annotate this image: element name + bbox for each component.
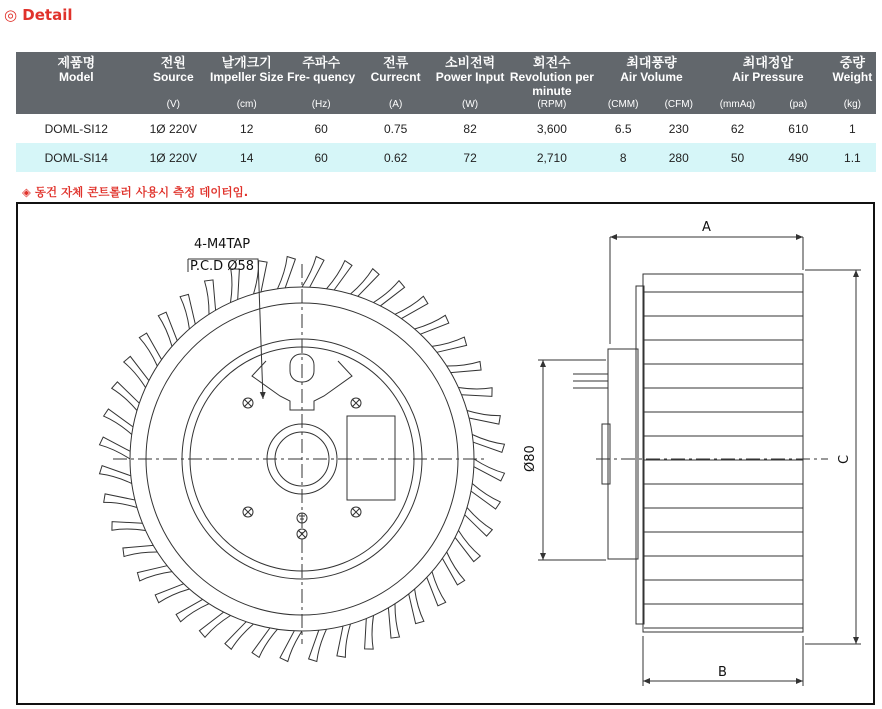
header-source: 전원 Source xyxy=(137,52,210,98)
impeller-blade xyxy=(280,631,302,662)
spec-table xyxy=(16,52,876,172)
unit-row: (V) (cm) (Hz) (A) (W) (RPM) (CMM) (CFM) (mmAq) (pa) (kg) xyxy=(16,98,876,114)
impeller-fins xyxy=(644,292,803,628)
dim-a-label: A xyxy=(702,220,711,235)
impeller-blade xyxy=(374,281,405,306)
impeller-blade xyxy=(180,294,195,329)
header-weight: 중량 Weight xyxy=(829,52,876,98)
impeller-blade xyxy=(104,409,133,435)
dim-d80-label: Ø80 xyxy=(523,445,538,472)
impeller-blade xyxy=(205,280,216,314)
impeller-blade xyxy=(472,435,504,453)
tap-label: 4-M4TAP xyxy=(194,237,251,252)
impeller-blade xyxy=(112,522,146,531)
impeller-blade xyxy=(365,616,374,650)
dim-c-label: C xyxy=(837,454,852,464)
impeller-blade xyxy=(137,566,172,581)
impeller-blade xyxy=(388,604,399,638)
dim-b-label: B xyxy=(718,665,727,680)
impeller-blade xyxy=(327,261,353,290)
front-view xyxy=(100,257,505,662)
impeller-blade xyxy=(199,612,230,637)
impeller-blade xyxy=(100,466,132,484)
section-heading: ◎ Detail xyxy=(4,6,73,24)
table-row: DOML-SI14 1Ø 220V 14 60 0.62 72 2,710 8 280 50 490 1.1 xyxy=(16,143,876,172)
header-model: 제품명 Model xyxy=(16,52,137,98)
impeller-blade xyxy=(158,312,177,346)
impeller-blade xyxy=(225,622,254,650)
impeller-blade xyxy=(302,257,324,288)
impeller-blade xyxy=(447,362,481,373)
impeller-blade xyxy=(442,552,464,585)
impeller-blade xyxy=(254,261,268,294)
header-air-pressure: 최대정압 Air Pressure xyxy=(707,52,829,98)
header-air-volume: 최대풍량 Air Volume xyxy=(596,52,707,98)
header-current: 전류 Currecnt xyxy=(359,52,432,98)
impeller-blade xyxy=(176,599,209,621)
impeller-blade xyxy=(278,257,296,289)
impeller-blade xyxy=(465,508,493,537)
tap-leader xyxy=(188,259,263,399)
impeller-blade xyxy=(427,572,446,606)
impeller-side-body xyxy=(643,274,803,632)
impeller-blade xyxy=(252,628,278,657)
impeller-blade xyxy=(112,382,140,411)
lead-wires xyxy=(573,374,608,388)
impeller-blade xyxy=(100,437,131,459)
impeller-blade xyxy=(459,388,493,397)
impeller-blade xyxy=(104,494,137,508)
control-box xyxy=(347,416,395,500)
impeller-blade xyxy=(123,545,157,556)
impeller-blade xyxy=(455,531,480,562)
measurement-note: ◈ 동건 자체 콘트롤러 사용시 측정 데이터임. xyxy=(22,185,249,199)
fan-drawing-svg xyxy=(18,204,873,703)
impeller-blade xyxy=(471,484,500,510)
impeller-blade xyxy=(124,356,149,387)
impeller-blade xyxy=(139,333,161,366)
impeller-blade xyxy=(415,315,449,334)
header-impeller: 날개크기 Impeller Size xyxy=(210,52,283,98)
motor-body xyxy=(608,349,638,559)
header-frequency: 주파수 Fre- quency xyxy=(283,52,359,98)
table-row: DOML-SI12 1Ø 220V 12 60 0.75 82 3,600 6.5 230 62 610 1 xyxy=(16,114,876,143)
impeller-blade xyxy=(395,296,428,318)
impeller-blade xyxy=(474,459,505,481)
side-view xyxy=(538,237,861,686)
impeller-blade xyxy=(337,624,351,657)
impeller-blade xyxy=(409,589,424,624)
shaft-plate xyxy=(602,424,610,484)
technical-drawing xyxy=(16,202,875,705)
pcd-label: P.C.D Ø58 xyxy=(190,259,255,274)
impeller-blade xyxy=(432,337,467,352)
impeller-blade xyxy=(155,584,189,603)
impeller-blade xyxy=(351,269,380,297)
header-rpm: 회전수 Revolution per minute xyxy=(508,52,596,98)
header-power: 소비전력 Power Input xyxy=(432,52,508,98)
impeller-blade xyxy=(467,411,500,425)
header-row xyxy=(16,52,876,98)
impeller-blade xyxy=(309,629,327,661)
